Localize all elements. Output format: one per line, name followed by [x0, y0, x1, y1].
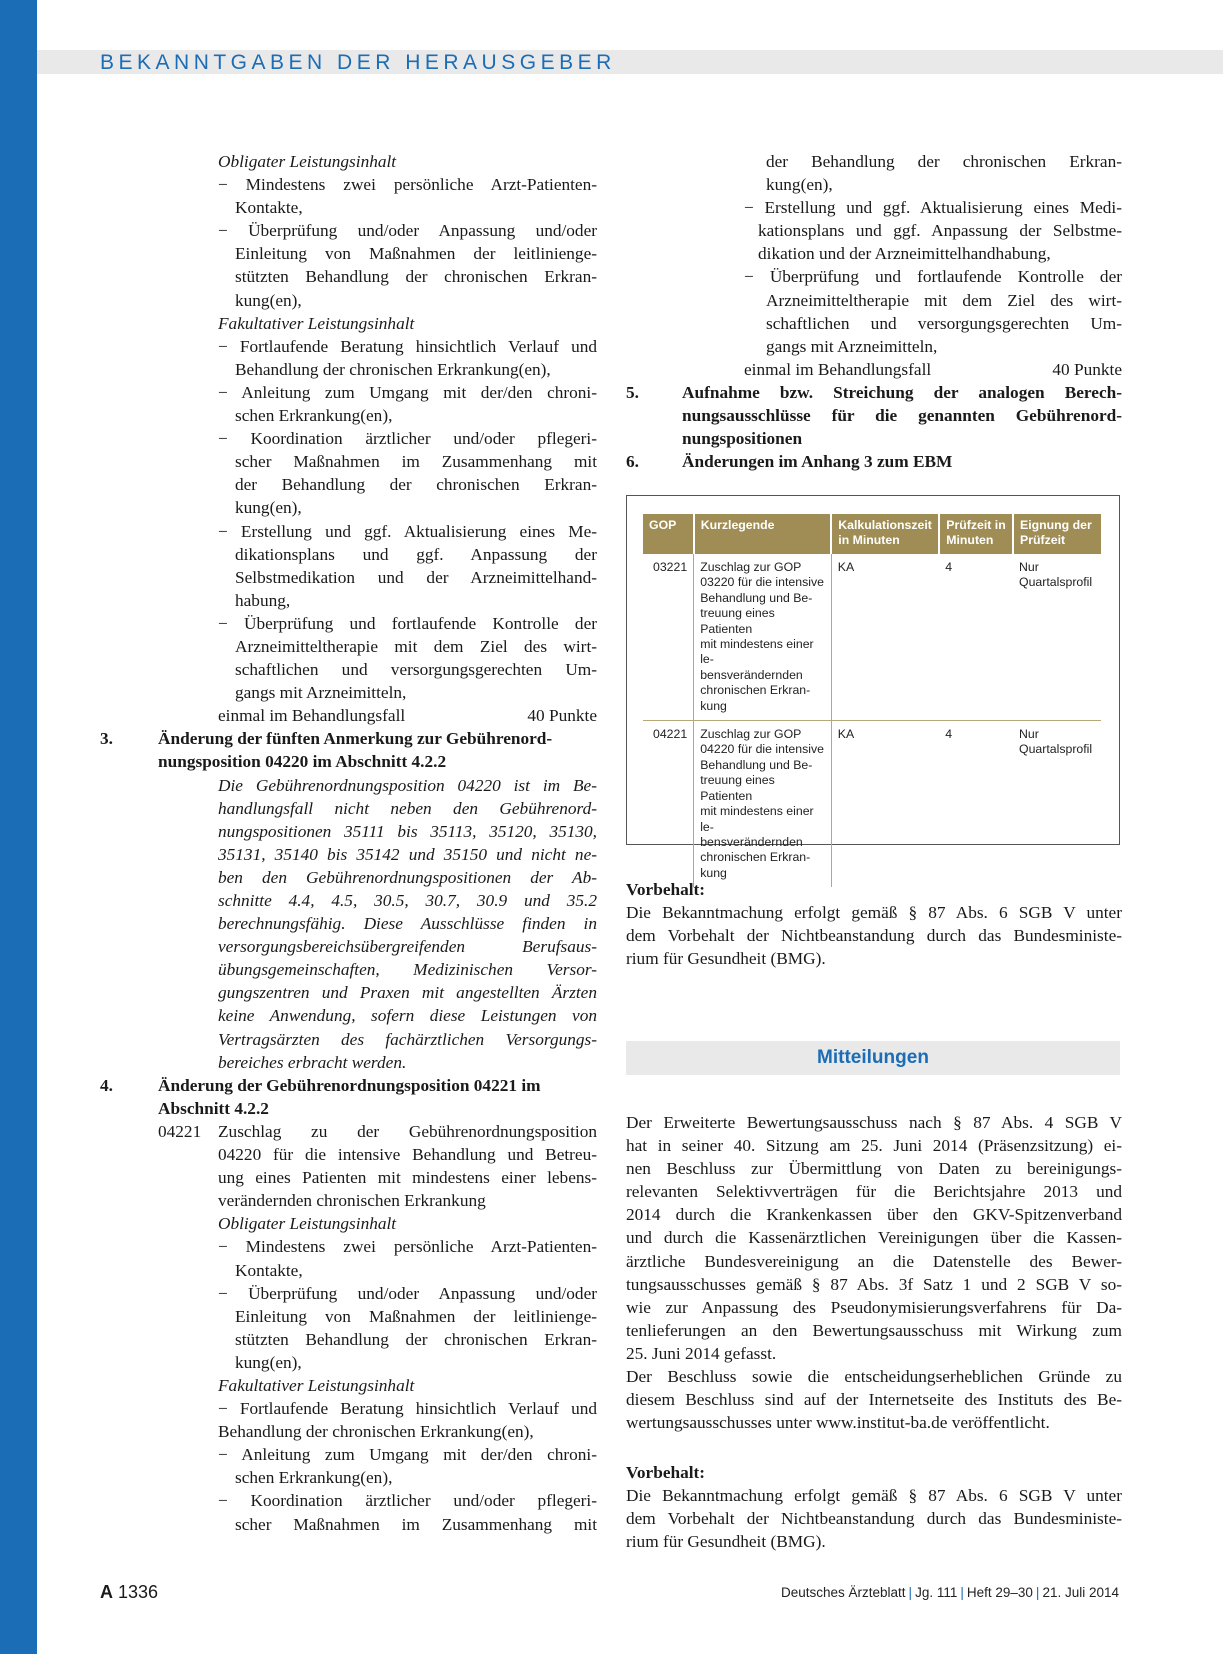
text-line: − Koordination ärztlicher und/oder pflegeri- [218, 1491, 597, 1511]
italic-line: Die Gebührenordnungsposition 04220 ist im Be- [218, 775, 597, 795]
section-6-heading [626, 450, 1122, 473]
fakult-label: Fakultativer Leistungsinhalt [218, 1375, 415, 1395]
text-line: − Koordination ärztlicher und/oder pflegeri- [218, 429, 597, 449]
section-4-heading [100, 1074, 597, 1097]
section-number: 5. [626, 382, 639, 402]
text-line: Die Bekanntmachung erfolgt gemäß § 87 Abs. 6 SGB V unter [626, 1486, 1122, 1506]
text-line: schen Erkrankung(en), [235, 406, 393, 426]
section-title-cont: nungsausschlüsse für die genannten Gebührenord- [682, 406, 1122, 426]
sidebar-stripe [0, 0, 37, 1654]
left-column [100, 150, 597, 1536]
cell-kalkulationszeit: KA [837, 727, 855, 742]
text-line: − Überprüfung und/oder Anpassung und/oder [218, 1283, 597, 1303]
text-line: und durch die Kassenärztlichen Vereinigungen über die Kassen- [626, 1228, 1122, 1248]
journal-issue: Heft 29–30 [966, 1585, 1033, 1600]
cell-eignung: Nur Quartalsprofil [1013, 554, 1101, 721]
italic-line: handlungsfall nicht neben den Gebührenord- [218, 798, 597, 818]
text-line: ärztliche Bundesvereinigung an die Datenstelle des Bewer- [626, 1251, 1122, 1271]
italic-line: keine Anwendung, sofern diese Leistungen von [218, 1006, 597, 1026]
text-line: scher Maßnahmen im Zusammenhang mit [235, 1514, 597, 1534]
section-title-cont: Abschnitt 4.2.2 [158, 1098, 269, 1118]
gop-entry [100, 1120, 597, 1143]
italic-line: ben den Gebührenordnungspositionen der Ab- [218, 867, 597, 887]
journal-volume: Jg. 111 [915, 1585, 958, 1600]
cell-pruefzeit: 4 [945, 727, 953, 742]
col-header-kalkulationszeit: Kalkulationszeit in Minuten [831, 514, 939, 554]
text-line: der Behandlung der chronischen Erkran- [235, 475, 597, 495]
text-line: wie zur Anpassung des Pseudonymisierungsverfahrens für Da- [626, 1297, 1122, 1317]
text-line: 25. Juni 2014 gefasst. [626, 1343, 777, 1363]
text-line: hat in seiner 40. Sitzung am 25. Juni 2014 (Präsenzsitzung) ei- [626, 1136, 1122, 1156]
cell-pruefzeit: 4 [939, 554, 1013, 721]
section-header-title: BEKANNTGABEN DER HERAUSGEBER [100, 51, 616, 74]
right-column [626, 150, 1122, 473]
cell-kalkulationszeit: KA [831, 554, 939, 721]
text-line: Kontakte, [235, 198, 303, 218]
text-line: − Anleitung zum Umgang mit der/den chroni- [218, 382, 597, 402]
vorbehalt-label: Vorbehalt: [626, 880, 706, 899]
text-line: relevanten Selektivverträgen für die Berichtsjahre 2013 und [626, 1182, 1122, 1202]
text-line: − Überprüfung und fortlaufende Kontrolle der [744, 267, 1122, 287]
text-line: dikation und der Arzneimittelhandhabung, [758, 244, 1051, 264]
mitteilungen-bar [626, 1041, 1120, 1075]
text-line: gangs mit Arzneimitteln, [235, 683, 407, 703]
text-line: habung, [235, 590, 291, 610]
text-line: − Erstellung und ggf. Aktualisierung eines Medi- [744, 198, 1122, 218]
text-line: − Erstellung und ggf. Aktualisierung eines Me- [218, 521, 597, 541]
ebm-appendix-table [643, 514, 1101, 887]
vorbehalt-label: Vorbehalt: [626, 1463, 706, 1482]
section-number: 4. [100, 1075, 113, 1095]
text-line: der Behandlung der chronischen Erkran- [766, 152, 1122, 171]
section-3-heading [100, 727, 597, 750]
table-header-row [643, 514, 1101, 554]
col-header-pruefzeit: Prüfzeit in Minuten [939, 514, 1013, 554]
text-line: 04220 für die intensive Behandlung und Betreu- [218, 1145, 597, 1165]
text-line: − Fortlaufende Beratung hinsichtlich Verlauf und [218, 1399, 597, 1419]
section-title: Aufnahme bzw. Streichung der analogen Berech- [682, 382, 1122, 402]
text-line: 2014 durch die Krankenkassen über den GKV-Spitzenverband [626, 1205, 1122, 1225]
cell-gop: 03221 [643, 554, 694, 721]
text-line: Die Bekanntmachung erfolgt gemäß § 87 Abs. 6 SGB V unter [626, 903, 1122, 923]
table-row [643, 721, 1101, 888]
page-num: 1336 [118, 1582, 159, 1602]
text-line: kung(en), [235, 498, 302, 518]
frequency-text: einmal im Behandlungsfall [218, 706, 406, 726]
text-line: schaftlichen und versorgungsgerechten Um- [766, 313, 1122, 333]
vorbehalt-block-2 [626, 1461, 1122, 1553]
text-line: Behandlung der chronischen Erkrankung(en), [218, 1422, 534, 1442]
obligat-label: Obligater Leistungsinhalt [218, 152, 397, 171]
page-number [100, 1582, 158, 1603]
italic-line: bereiches erbracht werden. [218, 1052, 407, 1072]
text-line: tungsausschusses gemäß § 87 Abs. 3f Satz 1 und 2 SGB V so- [626, 1274, 1122, 1294]
section-title: Änderungen im Anhang 3 zum EBM [682, 452, 953, 472]
text-line: Selbstmedikation und der Arzneimittelhand- [235, 567, 597, 587]
text-line: nen Beschluss zur Übermittlung von Daten zu bereinigungs- [626, 1159, 1122, 1179]
text-line: kationsplans und ggf. Anpassung der Selbstme- [758, 221, 1122, 241]
italic-line: schnitte 4.4, 4.5, 30.5, 30.7, 30.9 und 35.2 [218, 891, 597, 910]
text-line: wertungsausschusses unter www.institut-ba.de veröffentlicht. [626, 1413, 1050, 1433]
text-line: rium für Gesundheit (BMG). [626, 1532, 826, 1552]
frequency-line [626, 358, 1122, 381]
text-line: − Mindestens zwei persönliche Arzt-Patienten- [218, 1237, 597, 1257]
section-title-cont: nungsposition 04220 im Abschnitt 4.2.2 [158, 752, 447, 772]
text-line: − Mindestens zwei persönliche Arzt-Patienten- [218, 175, 597, 195]
italic-line: nungspositionen 35111 bis 35113, 35120, 35130, [218, 821, 597, 841]
italic-line: Vertragsärzten des fachärztlichen Versorgungs- [218, 1029, 597, 1049]
section-number: 6. [626, 452, 639, 472]
text-line: rium für Gesundheit (BMG). [626, 949, 826, 969]
text-line: schen Erkrankung(en), [235, 1468, 393, 1488]
cell-kurzlegende: Zuschlag zur GOP 04220 für die intensive Behandlung und Be- treuung eines Patienten mit mindestens einer le- bensverändernden chronischen Erkran- kung [694, 721, 832, 888]
obligat-label: Obligater Leistungsinhalt [218, 1214, 397, 1234]
footer-citation: Deutsches Ärzteblatt | Jg. 111 | Heft 29–30 | 21. Juli 2014 [780, 1585, 1119, 1600]
text-line: dem Vorbehalt der Nichtbeanstandung durch das Bundesministe- [626, 1509, 1122, 1529]
text-line: Arzneimitteltherapie mit dem Ziel des wirt- [235, 636, 597, 656]
section-title: Änderung der Gebührenordnungsposition 04221 im [158, 1075, 541, 1095]
ebm-appendix-table-frame [626, 495, 1120, 880]
text-line: kung(en), [766, 175, 833, 195]
text-line: Einleitung von Maßnahmen der leitliniengе- [235, 244, 597, 264]
frequency-text: einmal im Behandlungsfall [744, 359, 932, 379]
frequency-line [100, 704, 597, 727]
text-line: stützten Behandlung der chronischen Erkran- [235, 1329, 597, 1349]
italic-line: 35131, 35140 bis 35142 und 35150 und nicht ne- [218, 844, 597, 864]
section-title: Änderung der fünften Anmerkung zur Gebührenord- [158, 729, 553, 749]
col-header-gop: GOP [643, 514, 694, 554]
text-line: Zuschlag zu der Gebührenordnungsposition [218, 1121, 597, 1141]
table-row [643, 554, 1101, 721]
italic-line: versorgungsbereichsübergreifenden Berufsaus- [218, 937, 597, 957]
text-line: − Überprüfung und fortlaufende Kontrolle der [218, 613, 597, 633]
journal-name: Deutsches Ärzteblatt [780, 1585, 906, 1600]
vorbehalt-block-1 [626, 878, 1122, 970]
points-value: 40 Punkte [1052, 359, 1122, 379]
text-line: Behandlung der chronischen Erkrankung(en), [235, 359, 551, 379]
text-line: tenlieferungen an den Bewertungsausschuss mit Wirkung zum [626, 1320, 1122, 1340]
text-line: stützten Behandlung der chronischen Erkran- [235, 267, 597, 287]
page-prefix: A [100, 1582, 113, 1602]
col-header-kurzlegende: Kurzlegende [694, 514, 832, 554]
points-value: 40 Punkte [527, 706, 597, 726]
italic-line: übungsgemeinschaften, Medizinischen Versor- [218, 960, 597, 980]
text-line: Arzneimitteltherapie mit dem Ziel des wirt- [766, 290, 1122, 310]
col-header-eignung: Eignung der Prüfzeit [1013, 514, 1101, 554]
text-line: − Überprüfung und/oder Anpassung und/oder [218, 221, 597, 241]
cell-gop: 04221 [643, 721, 694, 888]
text-line: Der Erweiterte Bewertungsausschuss nach § 87 Abs. 4 SGB V [626, 1113, 1122, 1132]
cell-eignung: Nur Quartalsprofil [1019, 727, 1093, 757]
cell-kurzlegende: Zuschlag zur GOP 03220 für die intensive Behandlung und Be- treuung eines Patienten mit mindestens einer le- bensverändernden chronischen Erkran- kung [694, 554, 832, 721]
journal-date: 21. Juli 2014 [1042, 1585, 1119, 1600]
text-line: dem Vorbehalt der Nichtbeanstandung durch das Bundesministe- [626, 926, 1122, 946]
text-line: scher Maßnahmen im Zusammenhang mit [235, 452, 597, 472]
section-title-cont: nungspositionen [682, 429, 803, 449]
section-5-heading [626, 381, 1122, 404]
text-line: Einleitung von Maßnahmen der leitliniengе- [235, 1306, 597, 1326]
text-line: verändernden chronischen Erkrankung [218, 1191, 486, 1211]
gop-code: 04221 [158, 1121, 202, 1141]
text-line: Kontakte, [235, 1260, 303, 1280]
text-line: kung(en), [235, 290, 302, 310]
italic-line: berechnungsfähig. Diese Ausschlüsse finden in [218, 914, 597, 934]
section-number: 3. [100, 729, 113, 749]
mitteilungen-title: Mitteilungen [817, 1047, 929, 1068]
text-line: kung(en), [235, 1352, 302, 1372]
text-line: schaftlichen und versorgungsgerechten Um- [235, 660, 597, 680]
text-line: gangs mit Arzneimitteln, [766, 336, 938, 356]
text-line: dikationsplans und ggf. Anpassung der [235, 544, 597, 564]
fakult-label: Fakultativer Leistungsinhalt [218, 313, 415, 333]
text-line: − Anleitung zum Umgang mit der/den chroni- [218, 1445, 597, 1465]
italic-line: gungszentren und Praxen mit angestellten Ärzten [218, 983, 597, 1003]
mitteilungen-body [626, 1111, 1122, 1434]
text-line: ung eines Patienten mit mindestens einer lebens- [218, 1168, 597, 1188]
text-line: − Fortlaufende Beratung hinsichtlich Verlauf und [218, 336, 597, 356]
text-line: Der Beschluss sowie die entscheidungserheblichen Gründe zu [626, 1367, 1122, 1387]
text-line: diesem Beschluss sind auf der Internetseite des Instituts des Be- [626, 1390, 1122, 1410]
